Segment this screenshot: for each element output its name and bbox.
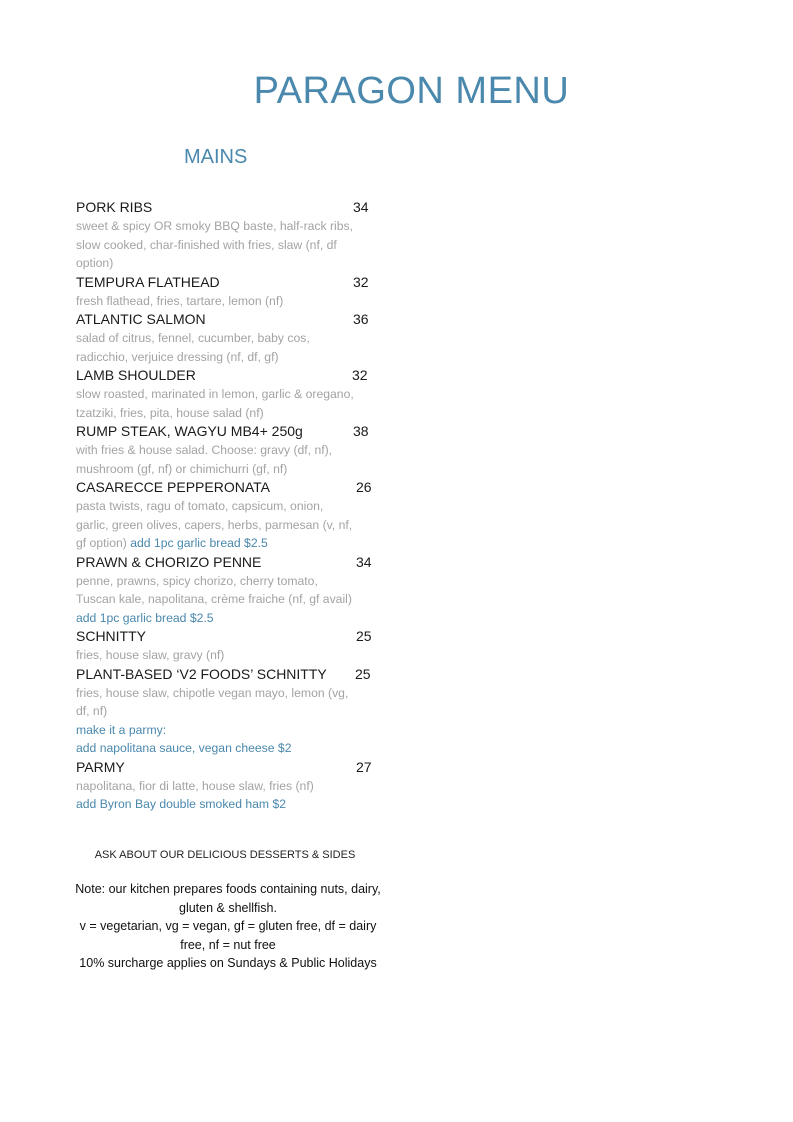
item-description: penne, prawns, spicy chorizo, cherry tomato, Tuscan kale, napolitana, crème fraiche (nf, gf avail) add 1pc garlic bread $2.5: [76, 573, 352, 625]
item-name: RUMP STEAK, WAGYU MB4+ 250g: [76, 423, 303, 439]
item-price: 34: [353, 199, 369, 215]
allergen-note: Note: our kitchen prepares foods containing nuts, dairy, gluten & shellfish.: [75, 882, 381, 915]
item-name: LAMB SHOULDER: [76, 367, 196, 383]
menu-item: [76, 310, 376, 366]
item-description: slow roasted, marinated in lemon, garlic & oregano, tzatziki, fries, pita, house salad (nf): [76, 387, 354, 420]
menu-item: [76, 198, 376, 273]
menu-item: [76, 758, 376, 814]
item-addon-note: add Byron Bay double smoked ham $2: [76, 797, 287, 811]
item-name: PARMY: [76, 758, 125, 775]
menu-item: [76, 553, 376, 628]
item-price: 26: [356, 479, 372, 495]
item-description: pasta twists, ragu of tomato, capsicum, onion, garlic, green olives, capers, herbs, parmesan (v, nf, gf option) add 1pc garlic bread $2.5: [76, 499, 353, 550]
menu-item: [76, 627, 376, 665]
item-description: napolitana, fior di latte, house slaw, fries (nf): [76, 778, 314, 793]
item-name: PLANT-BASED ‘V2 FOODS’ SCHNITTY: [76, 665, 327, 682]
menu-item: [76, 665, 376, 758]
desserts-sides-note: ASK ABOUT OUR DELICIOUS DESSERTS & SIDES: [94, 849, 356, 861]
item-description: salad of citrus, fennel, cucumber, baby cos, radicchio, verjuice dressing (nf, df, gf): [76, 331, 310, 364]
item-description: fries, house slaw, gravy (nf): [76, 648, 225, 662]
item-addon-note: add napolitana sauce, vegan cheese $2: [76, 741, 292, 755]
item-name: PRAWN & CHORIZO PENNE: [76, 553, 262, 570]
item-price: 27: [356, 758, 372, 775]
menu-item: [76, 422, 376, 478]
menu-item: [76, 478, 376, 553]
dietary-legend: v = vegetarian, vg = vegan, gf = gluten free, df = dairy free, nf = nut free: [79, 919, 377, 952]
item-description: sweet & spicy OR smoky BBQ baste, half-rack ribs, slow cooked, char-finished with fries, slaw (nf, df option): [76, 219, 354, 270]
item-addon-note: make it a parmy:: [76, 722, 167, 737]
item-price: 25: [356, 628, 372, 644]
item-name: ATLANTIC SALMON: [76, 311, 206, 327]
menu-item: [76, 366, 376, 422]
item-price: 36: [353, 311, 369, 327]
item-name: SCHNITTY: [76, 628, 146, 644]
menu-list: [76, 198, 376, 814]
item-name: TEMPURA FLATHEAD: [76, 273, 220, 290]
item-price: 25: [355, 665, 371, 682]
item-price: 38: [353, 423, 369, 439]
item-price: 34: [356, 553, 372, 570]
item-price: 32: [352, 367, 368, 383]
item-price: 32: [353, 273, 369, 290]
dietary-notes: [72, 880, 384, 973]
page-title: PARAGON MENU: [253, 70, 570, 112]
item-description: with fries & house salad. Choose: gravy (df, nf), mushroom (gf, nf) or chimichurri (gf, nf): [76, 443, 333, 476]
surcharge-note: 10% surcharge applies on Sundays & Public Holidays: [79, 956, 377, 970]
item-description: fries, house slaw, chipotle vegan mayo, lemon (vg, df, nf): [76, 685, 349, 718]
section-heading-mains: MAINS: [184, 146, 248, 168]
menu-item: [76, 273, 376, 311]
item-description: fresh flathead, fries, tartare, lemon (nf): [76, 293, 284, 308]
item-name: CASARECCE PEPPERONATA: [76, 479, 270, 495]
item-name: PORK RIBS: [76, 199, 153, 215]
